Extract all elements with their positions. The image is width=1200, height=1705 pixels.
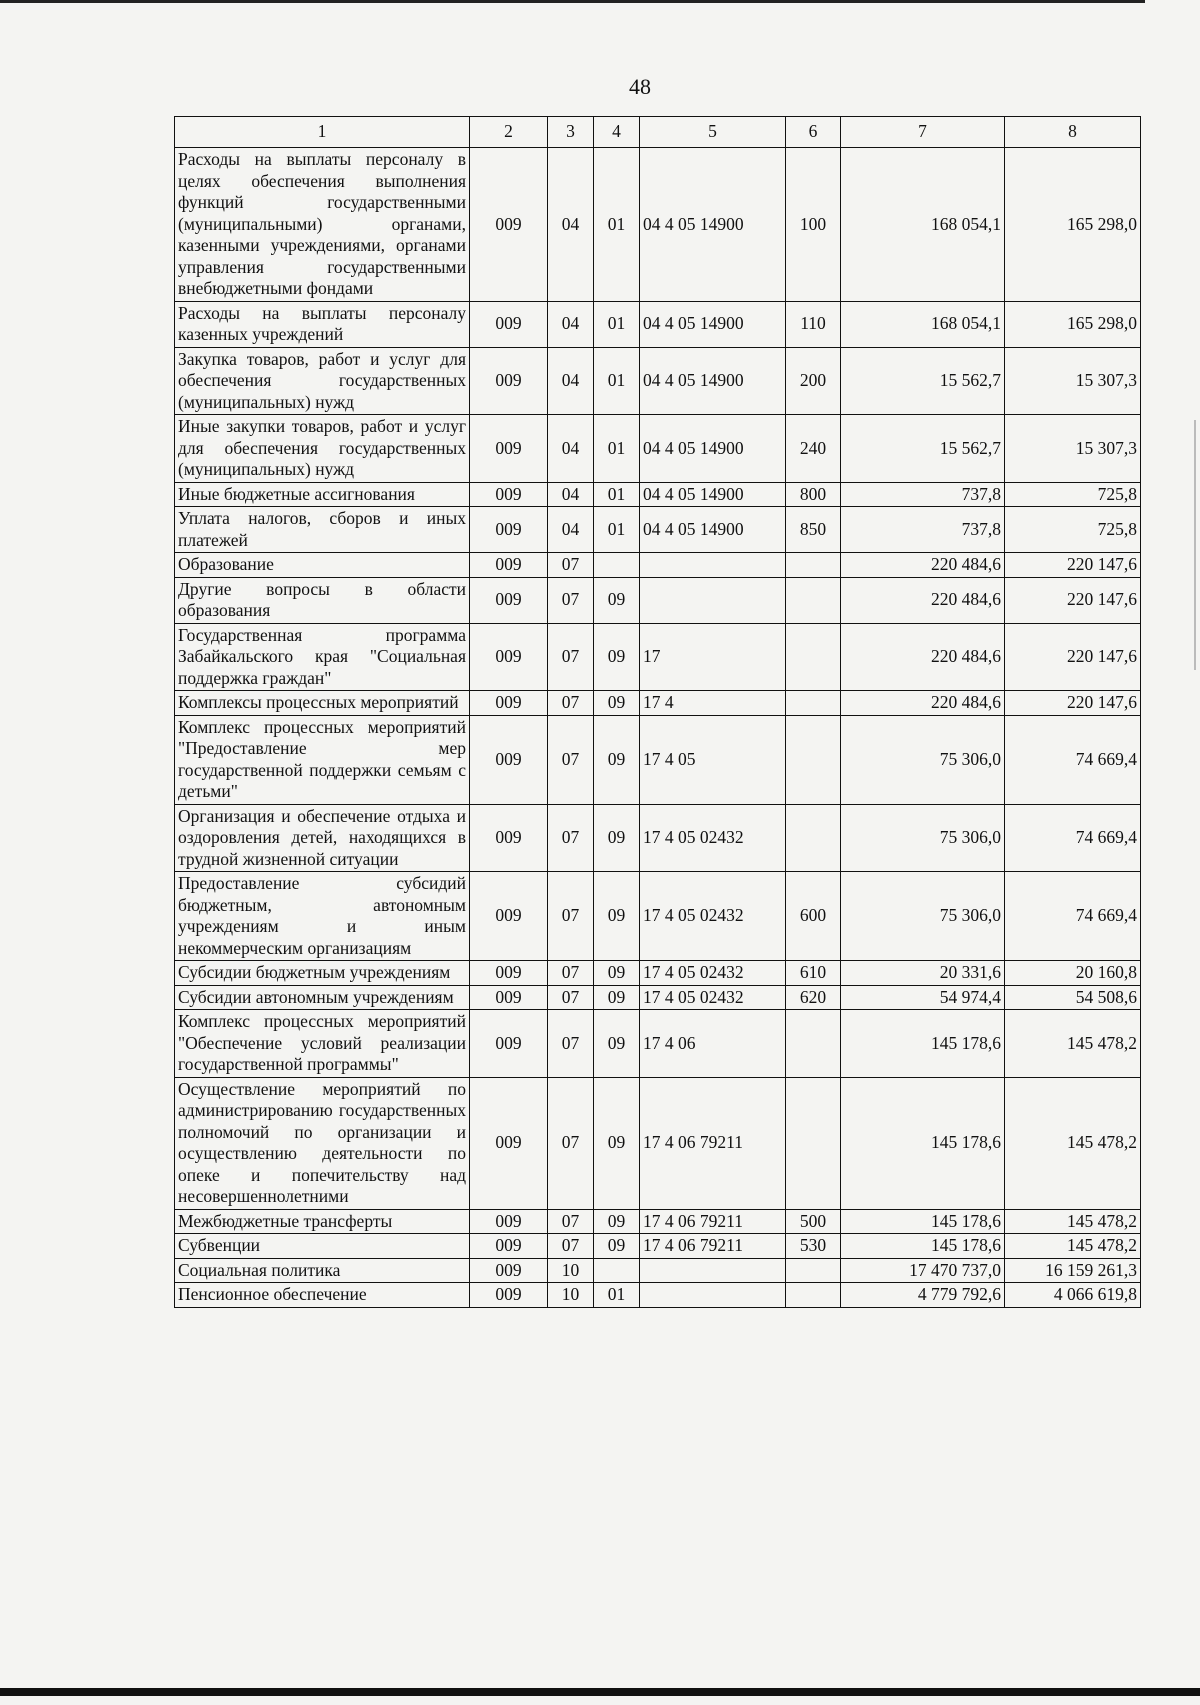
cell-subsection: 01 [594, 415, 640, 483]
cell-name: Предоставление субсидий бюджетным, автономным учреждениям и иным некоммерческим организациям [175, 872, 470, 961]
cell-subsection: 09 [594, 1010, 640, 1078]
cell-amount-col8: 220 147,6 [1005, 577, 1141, 623]
cell-subsection: 09 [594, 1234, 640, 1259]
table-row [175, 1283, 1141, 1308]
cell-name: Расходы на выплаты персоналу казенных учреждений [175, 301, 470, 347]
cell-target-article [640, 1258, 786, 1283]
table-row [175, 301, 1141, 347]
table-row [175, 1258, 1141, 1283]
column-header-3: 3 [548, 117, 594, 148]
cell-target-article: 17 4 06 79211 [640, 1234, 786, 1259]
cell-amount-col7: 168 054,1 [841, 301, 1005, 347]
cell-subsection: 01 [594, 301, 640, 347]
cell-name: Организация и обеспечение отдыха и оздоровления детей, находящихся в трудной жизненной ситуации [175, 804, 470, 872]
cell-amount-col8: 4 066 619,8 [1005, 1283, 1141, 1308]
cell-amount-col7: 220 484,6 [841, 691, 1005, 716]
cell-target-article: 17 4 06 [640, 1010, 786, 1078]
cell-grbs-code: 009 [470, 985, 548, 1010]
cell-section: 07 [548, 1234, 594, 1259]
cell-amount-col8: 220 147,6 [1005, 691, 1141, 716]
column-header-6: 6 [786, 117, 841, 148]
cell-amount-col8: 220 147,6 [1005, 553, 1141, 578]
cell-grbs-code: 009 [470, 1283, 548, 1308]
cell-subsection: 09 [594, 961, 640, 986]
cell-amount-col7: 54 974,4 [841, 985, 1005, 1010]
cell-amount-col8: 165 298,0 [1005, 148, 1141, 302]
cell-name: Другие вопросы в области образования [175, 577, 470, 623]
cell-target-article: 17 4 05 02432 [640, 985, 786, 1010]
cell-expense-type: 200 [786, 347, 841, 415]
cell-amount-col7: 145 178,6 [841, 1209, 1005, 1234]
cell-amount-col7: 20 331,6 [841, 961, 1005, 986]
table-row [175, 507, 1141, 553]
cell-section: 07 [548, 804, 594, 872]
cell-amount-col7: 4 779 792,6 [841, 1283, 1005, 1308]
cell-section: 07 [548, 1010, 594, 1078]
page-number: 48 [629, 74, 651, 99]
cell-grbs-code: 009 [470, 691, 548, 716]
cell-expense-type: 610 [786, 961, 841, 986]
cell-expense-type [786, 1258, 841, 1283]
table-header [175, 117, 1141, 148]
cell-amount-col8: 725,8 [1005, 482, 1141, 507]
cell-name: Комплекс процессных мероприятий "Обеспечение условий реализации государственной программы" [175, 1010, 470, 1078]
cell-section: 07 [548, 872, 594, 961]
cell-grbs-code: 009 [470, 1209, 548, 1234]
cell-name: Субсидии бюджетным учреждениям [175, 961, 470, 986]
cell-expense-type [786, 804, 841, 872]
cell-section: 07 [548, 1077, 594, 1209]
cell-expense-type [786, 553, 841, 578]
cell-amount-col7: 17 470 737,0 [841, 1258, 1005, 1283]
cell-target-article: 17 [640, 623, 786, 691]
cell-target-article: 04 4 05 14900 [640, 507, 786, 553]
cell-target-article: 17 4 06 79211 [640, 1077, 786, 1209]
cell-grbs-code: 009 [470, 623, 548, 691]
cell-name: Пенсионное обеспечение [175, 1283, 470, 1308]
cell-subsection: 09 [594, 804, 640, 872]
cell-expense-type: 240 [786, 415, 841, 483]
table-row [175, 482, 1141, 507]
cell-expense-type [786, 1010, 841, 1078]
cell-section: 07 [548, 985, 594, 1010]
cell-expense-type: 500 [786, 1209, 841, 1234]
cell-target-article: 17 4 [640, 691, 786, 716]
cell-expense-type: 800 [786, 482, 841, 507]
cell-amount-col7: 220 484,6 [841, 577, 1005, 623]
cell-expense-type [786, 623, 841, 691]
cell-amount-col7: 145 178,6 [841, 1234, 1005, 1259]
cell-target-article: 17 4 06 79211 [640, 1209, 786, 1234]
cell-name: Государственная программа Забайкальского края "Социальная поддержка граждан" [175, 623, 470, 691]
table-row [175, 347, 1141, 415]
cell-expense-type: 600 [786, 872, 841, 961]
cell-target-article: 17 4 05 02432 [640, 872, 786, 961]
cell-expense-type: 530 [786, 1234, 841, 1259]
table-row [175, 872, 1141, 961]
cell-expense-type: 850 [786, 507, 841, 553]
cell-section: 04 [548, 148, 594, 302]
cell-target-article: 04 4 05 14900 [640, 482, 786, 507]
table-row [175, 691, 1141, 716]
cell-grbs-code: 009 [470, 1234, 548, 1259]
cell-name: Образование [175, 553, 470, 578]
cell-amount-col7: 220 484,6 [841, 553, 1005, 578]
cell-grbs-code: 009 [470, 1077, 548, 1209]
cell-name: Иные бюджетные ассигнования [175, 482, 470, 507]
table-row [175, 148, 1141, 302]
column-header-8: 8 [1005, 117, 1141, 148]
cell-amount-col7: 15 562,7 [841, 415, 1005, 483]
cell-amount-col7: 168 054,1 [841, 148, 1005, 302]
cell-section: 10 [548, 1258, 594, 1283]
table-row [175, 1209, 1141, 1234]
cell-section: 07 [548, 961, 594, 986]
cell-amount-col8: 74 669,4 [1005, 715, 1141, 804]
cell-section: 04 [548, 301, 594, 347]
column-header-4: 4 [594, 117, 640, 148]
cell-amount-col8: 145 478,2 [1005, 1010, 1141, 1078]
cell-section: 04 [548, 415, 594, 483]
cell-target-article: 04 4 05 14900 [640, 347, 786, 415]
cell-name: Комплексы процессных мероприятий [175, 691, 470, 716]
cell-grbs-code: 009 [470, 482, 548, 507]
cell-section: 07 [548, 1209, 594, 1234]
cell-grbs-code: 009 [470, 415, 548, 483]
cell-target-article: 17 4 05 02432 [640, 961, 786, 986]
cell-amount-col8: 16 159 261,3 [1005, 1258, 1141, 1283]
cell-expense-type [786, 691, 841, 716]
cell-section: 07 [548, 691, 594, 716]
table-row [175, 1010, 1141, 1078]
cell-grbs-code: 009 [470, 577, 548, 623]
cell-grbs-code: 009 [470, 961, 548, 986]
budget-table [174, 116, 1141, 1308]
cell-amount-col8: 15 307,3 [1005, 415, 1141, 483]
cell-expense-type: 620 [786, 985, 841, 1010]
table-row [175, 985, 1141, 1010]
cell-expense-type [786, 1077, 841, 1209]
cell-name: Субвенции [175, 1234, 470, 1259]
cell-section: 04 [548, 482, 594, 507]
header-row [175, 117, 1141, 148]
cell-name: Комплекс процессных мероприятий "Предоставление мер государственной поддержки семьям с детьми" [175, 715, 470, 804]
cell-section: 07 [548, 623, 594, 691]
cell-subsection: 09 [594, 623, 640, 691]
cell-amount-col8: 165 298,0 [1005, 301, 1141, 347]
cell-name: Осуществление мероприятий по администрированию государственных полномочий по организации и осуществлению деятельности по опеке и попечительству над несовершеннолетними [175, 1077, 470, 1209]
cell-target-article: 04 4 05 14900 [640, 415, 786, 483]
bottom-scan-border [0, 1688, 1200, 1696]
cell-grbs-code: 009 [470, 715, 548, 804]
cell-subsection: 01 [594, 482, 640, 507]
table-row [175, 804, 1141, 872]
cell-section: 07 [548, 715, 594, 804]
cell-name: Межбюджетные трансферты [175, 1209, 470, 1234]
cell-subsection: 09 [594, 1209, 640, 1234]
cell-subsection: 01 [594, 507, 640, 553]
column-header-1: 1 [175, 117, 470, 148]
cell-amount-col8: 74 669,4 [1005, 804, 1141, 872]
cell-amount-col8: 20 160,8 [1005, 961, 1141, 986]
column-header-5: 5 [640, 117, 786, 148]
table-row [175, 1234, 1141, 1259]
cell-section: 07 [548, 577, 594, 623]
cell-grbs-code: 009 [470, 347, 548, 415]
cell-grbs-code: 009 [470, 1258, 548, 1283]
cell-section: 07 [548, 553, 594, 578]
cell-amount-col7: 75 306,0 [841, 715, 1005, 804]
cell-target-article: 04 4 05 14900 [640, 148, 786, 302]
column-header-7: 7 [841, 117, 1005, 148]
cell-subsection: 09 [594, 1077, 640, 1209]
cell-subsection: 01 [594, 148, 640, 302]
cell-target-article: 17 4 05 [640, 715, 786, 804]
table-row [175, 415, 1141, 483]
table-row [175, 1077, 1141, 1209]
cell-expense-type: 110 [786, 301, 841, 347]
cell-amount-col7: 145 178,6 [841, 1010, 1005, 1078]
cell-amount-col7: 737,8 [841, 482, 1005, 507]
cell-subsection: 09 [594, 715, 640, 804]
cell-subsection: 01 [594, 347, 640, 415]
cell-amount-col8: 145 478,2 [1005, 1234, 1141, 1259]
cell-target-article: 17 4 05 02432 [640, 804, 786, 872]
cell-amount-col7: 75 306,0 [841, 872, 1005, 961]
table-row [175, 961, 1141, 986]
cell-target-article [640, 553, 786, 578]
cell-amount-col8: 725,8 [1005, 507, 1141, 553]
cell-grbs-code: 009 [470, 553, 548, 578]
cell-grbs-code: 009 [470, 1010, 548, 1078]
table-row [175, 623, 1141, 691]
cell-amount-col7: 145 178,6 [841, 1077, 1005, 1209]
cell-name: Закупка товаров, работ и услуг для обеспечения государственных (муниципальных) нужд [175, 347, 470, 415]
cell-subsection: 09 [594, 985, 640, 1010]
cell-subsection: 09 [594, 872, 640, 961]
cell-amount-col8: 15 307,3 [1005, 347, 1141, 415]
cell-subsection [594, 553, 640, 578]
table-row [175, 553, 1141, 578]
cell-amount-col7: 737,8 [841, 507, 1005, 553]
cell-grbs-code: 009 [470, 804, 548, 872]
cell-amount-col8: 145 478,2 [1005, 1077, 1141, 1209]
cell-expense-type [786, 577, 841, 623]
cell-subsection: 09 [594, 691, 640, 716]
table-row [175, 715, 1141, 804]
cell-name: Уплата налогов, сборов и иных платежей [175, 507, 470, 553]
cell-amount-col7: 75 306,0 [841, 804, 1005, 872]
cell-section: 10 [548, 1283, 594, 1308]
cell-target-article [640, 577, 786, 623]
cell-name: Иные закупки товаров, работ и услуг для обеспечения государственных (муниципальных) нужд [175, 415, 470, 483]
cell-target-article [640, 1283, 786, 1308]
cell-expense-type [786, 715, 841, 804]
cell-name: Расходы на выплаты персоналу в целях обеспечения выполнения функций государственными (муниципальными) органами, казенными учреждениями, органами управления государственными внебюджетными фондами [175, 148, 470, 302]
cell-amount-col7: 220 484,6 [841, 623, 1005, 691]
cell-section: 04 [548, 347, 594, 415]
cell-amount-col8: 220 147,6 [1005, 623, 1141, 691]
cell-amount-col8: 74 669,4 [1005, 872, 1141, 961]
cell-target-article: 04 4 05 14900 [640, 301, 786, 347]
cell-grbs-code: 009 [470, 507, 548, 553]
top-scan-border [0, 0, 1145, 3]
cell-name: Социальная политика [175, 1258, 470, 1283]
cell-grbs-code: 009 [470, 301, 548, 347]
cell-grbs-code: 009 [470, 148, 548, 302]
table-row [175, 577, 1141, 623]
cell-grbs-code: 009 [470, 872, 548, 961]
cell-subsection: 01 [594, 1283, 640, 1308]
cell-amount-col8: 145 478,2 [1005, 1209, 1141, 1234]
table-body [175, 148, 1141, 1308]
cell-subsection [594, 1258, 640, 1283]
cell-amount-col7: 15 562,7 [841, 347, 1005, 415]
cell-section: 04 [548, 507, 594, 553]
column-header-2: 2 [470, 117, 548, 148]
right-scan-edge [1194, 420, 1196, 670]
cell-expense-type [786, 1283, 841, 1308]
cell-name: Субсидии автономным учреждениям [175, 985, 470, 1010]
cell-expense-type: 100 [786, 148, 841, 302]
cell-subsection: 09 [594, 577, 640, 623]
cell-amount-col8: 54 508,6 [1005, 985, 1141, 1010]
